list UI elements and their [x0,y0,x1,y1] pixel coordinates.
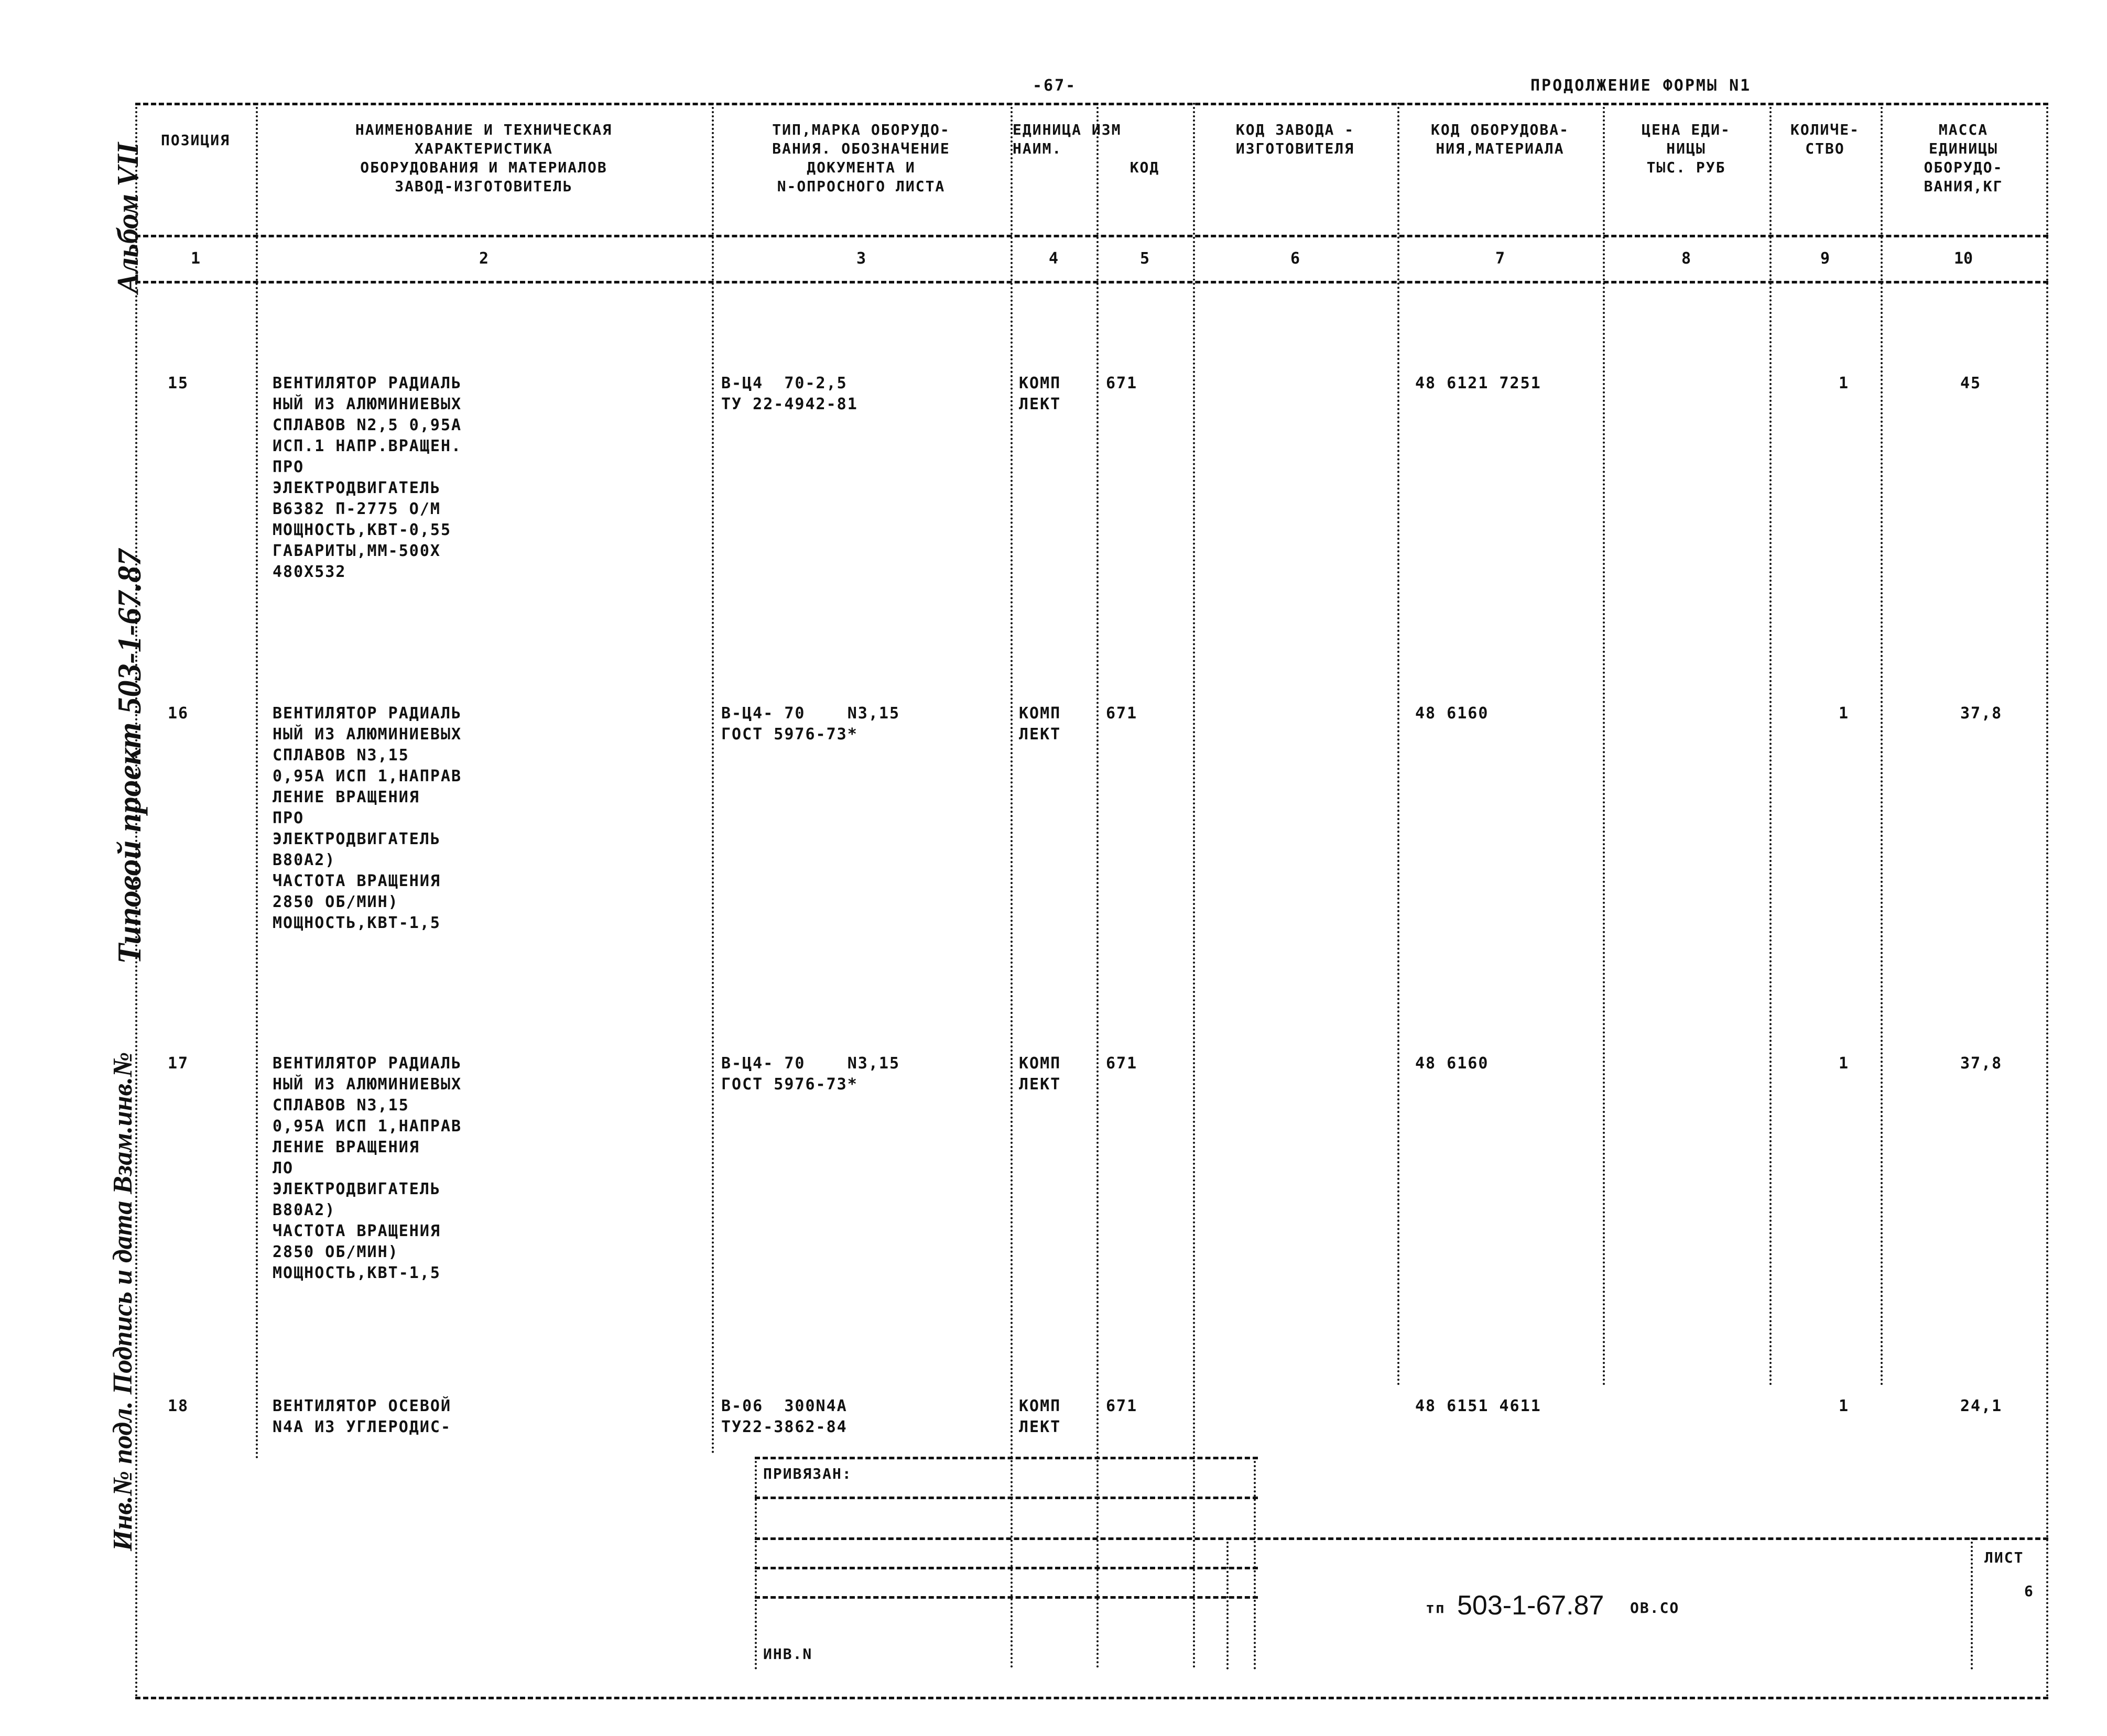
col-sep-5 [1193,103,1195,1669]
table-row-type: В-06 300N4А ТУ22-3862-84 [721,1397,848,1436]
table-row-mass: 24,1 [1960,1397,2003,1415]
sidebar-project: Типовой проект 503-1-67.87 [111,549,148,964]
table-row-type: В-Ц4- 70 N3,15 ГОСТ 5976-73* [721,1054,900,1094]
table-row-type: В-Ц4- 70 N3,15 ГОСТ 5976-73* [721,704,900,744]
col-header-7: КОД ОБОРУДОВА- НИЯ,МАТЕРИАЛА [1430,121,1569,157]
col-header-9: КОЛИЧЕ- СТВО [1790,121,1860,157]
col-header-1: ПОЗИЦИЯ [160,132,230,149]
stamp-rule-3 [755,1537,2048,1540]
rule-numbers-bottom [135,281,2048,283]
table-row-position: 17 [168,1054,189,1073]
stamp-sheet-number: 6 [2024,1582,2034,1600]
col-sep-10 [2046,103,2048,1698]
col-num-2: 2 [479,249,489,268]
stamp-doc-suffix: ОВ.СО [1630,1599,1680,1617]
col-num-5: 5 [1139,249,1150,268]
table-row-position: 18 [168,1397,189,1415]
stamp-sep-b [1254,1457,1256,1669]
table-row-position: 15 [168,374,189,392]
col-num-3: 3 [856,249,866,268]
col-num-1: 1 [190,249,201,268]
rule-header-bottom [135,235,2048,237]
col-num-7: 7 [1495,249,1505,268]
stamp-rule-2 [755,1497,1258,1499]
table-row-name: ВЕНТИЛЯТОР ОСЕВОЙ N4А ИЗ УГЛЕРОДИС- [273,1397,452,1436]
col-header-10: МАССА ЕДИНИЦЫ ОБОРУДО- ВАНИЯ,КГ [1924,121,2003,195]
col-sep-9 [1881,103,1883,1386]
table-row-quantity: 1 [1839,374,1850,392]
table-row-equip-code: 48 6121 7251 [1415,374,1541,392]
col-sep-4 [1096,103,1099,1669]
table-row-type: В-Ц4 70-2,5 ТУ 22-4942-81 [721,374,858,413]
table-row-unit-code: 671 [1106,1054,1138,1073]
col-num-4: 4 [1048,249,1059,268]
table-row-quantity: 1 [1839,1054,1850,1073]
table-row-unit: КОМП ЛЕКТ [1019,704,1061,744]
sidebar-album: Альбом VII [111,143,145,293]
sidebar-inventory: Инв.№ подл. Подпись и дата Взам.инв.№ [108,1052,138,1551]
table-row-name: ВЕНТИЛЯТОР РАДИАЛЬ НЫЙ ИЗ АЛЮМИНИЕВЫХ СПЛАВОВ N3,15 0,95А ИСП 1,НАПРАВ ЛЕНИЕ ВРАЩЕНИЯ ЛО ЭЛЕКТРОДВИГАТЕЛЬ В80А2) ЧАСТОТА ВРАЩЕНИЯ 2850 ОБ/МИН) МОЩНОСТЬ,КВТ-1,5 [273,1054,462,1282]
table-row-position: 16 [168,704,189,723]
col-header-6: КОД ЗАВОДА - ИЗГОТОВИТЕЛЯ [1235,121,1355,157]
rule-top [135,103,2048,105]
stamp-rule-4 [755,1567,1258,1569]
col-sep-6 [1397,103,1399,1386]
table-row-equip-code: 48 6160 [1415,704,1489,723]
table-row-name: ВЕНТИЛЯТОР РАДИАЛЬ НЫЙ ИЗ АЛЮМИНИЕВЫХ СПЛАВОВ N2,5 0,95А ИСП.1 НАПР.ВРАЩЕН. ПРО ЭЛЕКТРОДВИГАТЕЛЬ В6382 П-2775 О/М МОЩНОСТЬ,КВТ-0,55 ГАБАРИТЫ,ММ-500Х 480Х532 [273,374,462,581]
table-row-equip-code: 48 6160 [1415,1054,1489,1073]
stamp-sep-c [1226,1537,1229,1669]
rule-bottom [135,1697,2048,1699]
col-num-8: 8 [1681,249,1691,268]
stamp-inv: ИНВ.N [763,1645,813,1663]
col-header-5: КОД [1129,159,1160,176]
table-row-name: ВЕНТИЛЯТОР РАДИАЛЬ НЫЙ ИЗ АЛЮМИНИЕВЫХ СПЛАВОВ N3,15 0,95А ИСП 1,НАПРАВ ЛЕНИЕ ВРАЩЕНИЯ ПРО ЭЛЕКТРОДВИГАТЕЛЬ В80А2) ЧАСТОТА ВРАЩЕНИЯ 2850 ОБ/МИН) МОЩНОСТЬ,КВТ-1,5 [273,704,462,932]
col-sep-7 [1603,103,1605,1386]
col-sep-3 [1011,103,1013,1669]
col-num-6: 6 [1290,249,1300,268]
col-header-4: ЕДИНИЦА ИЗМ НАИМ. [1013,121,1122,157]
table-row-unit-code: 671 [1106,374,1138,392]
stamp-rule-1 [755,1457,1258,1459]
col-num-10: 10 [1953,249,1973,268]
stamp-doc-code: 503-1-67.87 [1457,1590,1604,1621]
stamp-doc-prefix: тп [1426,1599,1446,1617]
col-num-9: 9 [1820,249,1830,268]
table-row-mass: 37,8 [1960,704,2003,723]
table-row-unit: КОМП ЛЕКТ [1019,1054,1061,1094]
stamp-attached: ПРИВЯЗАН: [763,1465,852,1482]
stamp-sheet-sep [1971,1537,1973,1669]
continuation-title: ПРОДОЛЖЕНИЕ ФОРМЫ N1 [1530,77,1752,95]
col-sep-0 [135,103,137,1698]
col-sep-2 [712,103,714,1455]
table-row-unit-code: 671 [1106,1397,1138,1415]
col-sep-1 [256,103,258,1460]
table-row-quantity: 1 [1839,704,1850,723]
col-header-8: ЦЕНА ЕДИ- НИЦЫ ТЫС. РУБ [1642,121,1731,176]
table-row-mass: 37,8 [1960,1054,2003,1073]
stamp-rule-5 [755,1596,1258,1599]
table-row-unit: КОМП ЛЕКТ [1019,1397,1061,1436]
page-number: -67- [1033,77,1077,95]
table-row-mass: 45 [1960,374,1982,392]
table-row-equip-code: 48 6151 4611 [1415,1397,1541,1415]
table-row-quantity: 1 [1839,1397,1850,1415]
table-row-unit: КОМП ЛЕКТ [1019,374,1061,413]
table-row-unit-code: 671 [1106,704,1138,723]
col-sep-8 [1769,103,1772,1386]
stamp-sheet-label: ЛИСТ [1984,1549,2024,1566]
col-header-2: НАИМЕНОВАНИЕ И ТЕХНИЧЕСКАЯ ХАРАКТЕРИСТИКА ОБОРУДОВАНИЯ И МАТЕРИАЛОВ ЗАВОД-ИЗГОТОВИТЕЛЬ [355,121,613,195]
stamp-sep-a [755,1457,757,1669]
col-header-3: ТИП,МАРКА ОБОРУДО- ВАНИЯ. ОБОЗНАЧЕНИЕ ДОКУМЕНТА И N-ОПРОСНОГО ЛИСТА [772,121,950,195]
